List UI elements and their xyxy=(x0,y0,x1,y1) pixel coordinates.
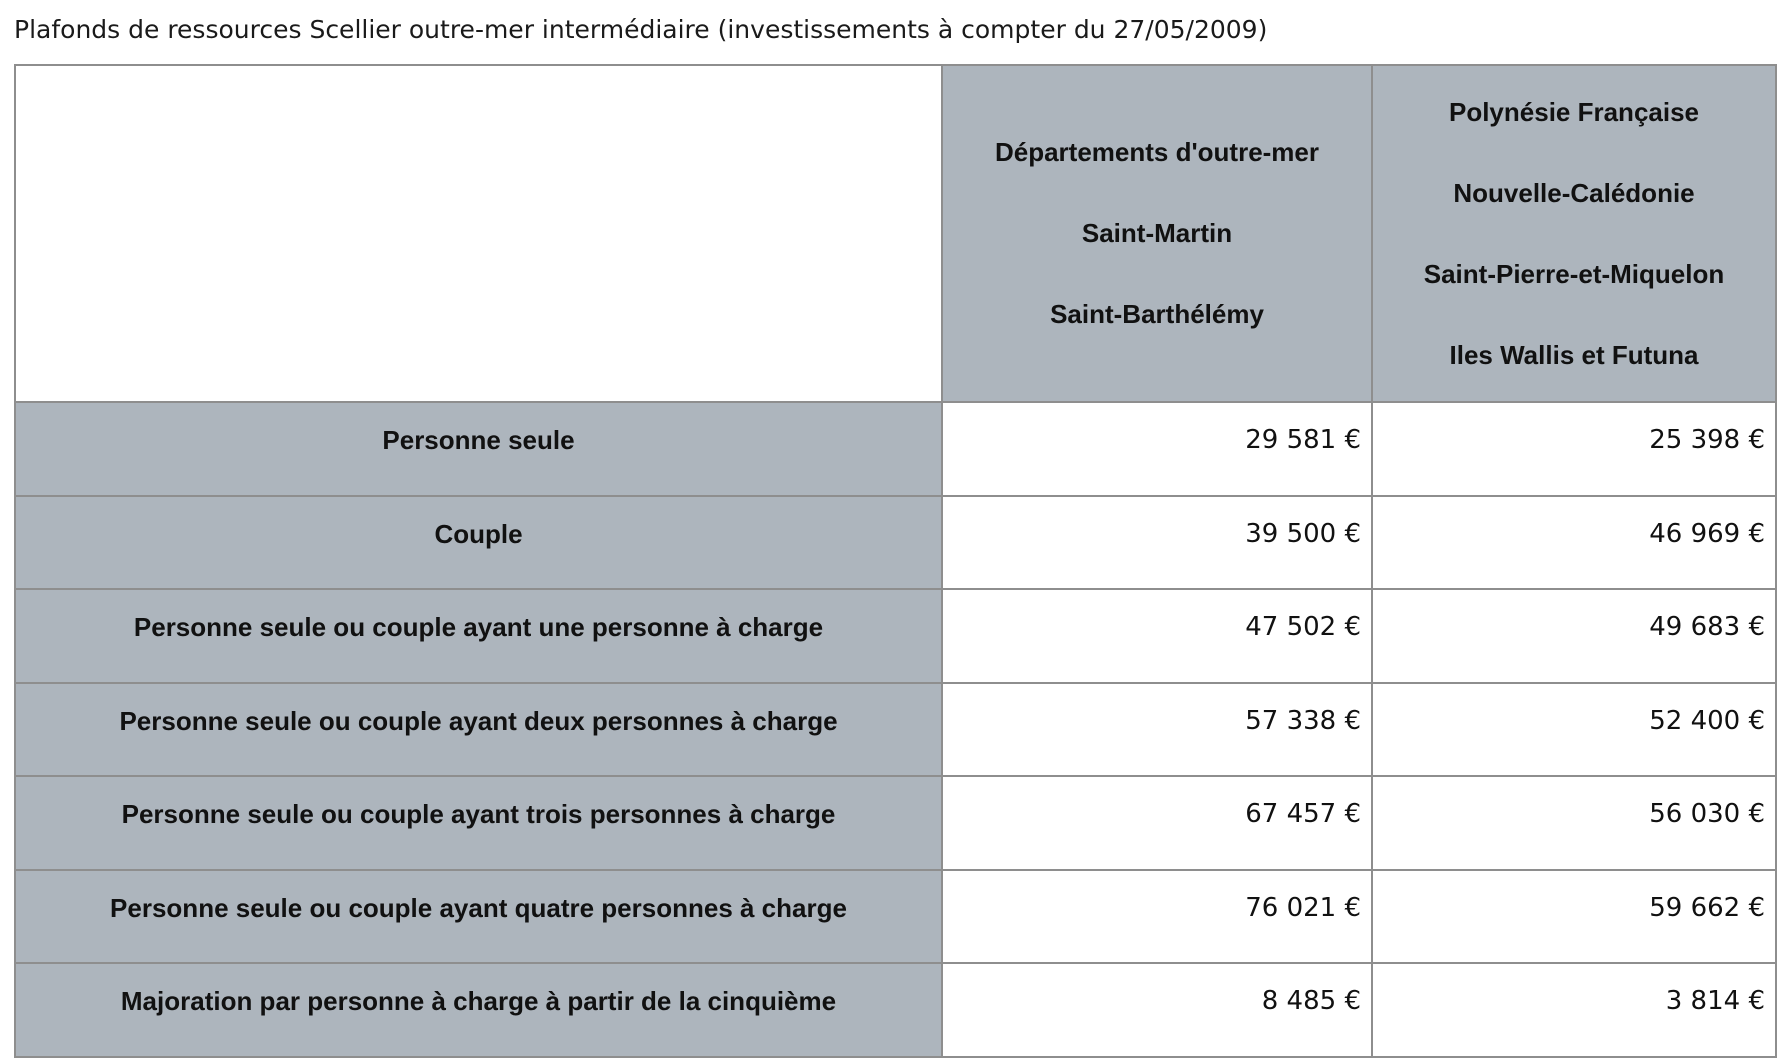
income-ceiling-table xyxy=(14,64,1777,1058)
column-header-line: Iles Wallis et Futuna xyxy=(1449,339,1699,370)
row-label: Personne seule ou couple ayant quatre personnes à charge xyxy=(15,870,942,964)
column-header-dom-saint-martin xyxy=(942,65,1372,402)
row-value-dom: 76 021 € xyxy=(942,870,1372,964)
row-label: Majoration par personne à charge à partir de la cinquième xyxy=(15,963,942,1057)
column-header-line: Nouvelle-Calédonie xyxy=(1453,177,1695,208)
row-value-dom: 8 485 € xyxy=(942,963,1372,1057)
row-value-pom: 25 398 € xyxy=(1372,402,1776,496)
row-label: Personne seule xyxy=(15,402,942,496)
table-row xyxy=(15,963,1776,1057)
row-value-pom: 52 400 € xyxy=(1372,683,1776,777)
column-header-polynesie-caledonie xyxy=(1372,65,1776,402)
column-header-line: Départements d'outre-mer xyxy=(994,137,1320,167)
column-header-line: Saint-Barthélémy xyxy=(1050,299,1264,329)
table-row xyxy=(15,496,1776,590)
row-value-pom: 3 814 € xyxy=(1372,963,1776,1057)
row-label: Personne seule ou couple ayant trois personnes à charge xyxy=(15,776,942,870)
row-value-dom: 67 457 € xyxy=(942,776,1372,870)
row-label: Couple xyxy=(15,496,942,590)
table-row xyxy=(15,683,1776,777)
column-header-line: Saint-Martin xyxy=(1081,218,1233,248)
row-value-pom: 46 969 € xyxy=(1372,496,1776,590)
row-value-pom: 59 662 € xyxy=(1372,870,1776,964)
table-row xyxy=(15,776,1776,870)
row-value-dom: 57 338 € xyxy=(942,683,1372,777)
row-label: Personne seule ou couple ayant une personne à charge xyxy=(15,589,942,683)
row-value-dom: 29 581 € xyxy=(942,402,1372,496)
row-value-pom: 56 030 € xyxy=(1372,776,1776,870)
table-row xyxy=(15,589,1776,683)
header-row xyxy=(15,65,1776,402)
table-caption: Plafonds de ressources Scellier outre-mer intermédiaire (investissements à compter du 27/05/2009) xyxy=(14,15,1268,44)
row-label: Personne seule ou couple ayant deux personnes à charge xyxy=(15,683,942,777)
column-header-line: Polynésie Française xyxy=(1448,96,1700,127)
table-row xyxy=(15,402,1776,496)
table-row xyxy=(15,870,1776,964)
row-value-pom: 49 683 € xyxy=(1372,589,1776,683)
empty-corner-cell xyxy=(15,65,942,402)
column-header-line: Saint-Pierre-et-Miquelon xyxy=(1423,258,1725,289)
row-value-dom: 39 500 € xyxy=(942,496,1372,590)
row-value-dom: 47 502 € xyxy=(942,589,1372,683)
